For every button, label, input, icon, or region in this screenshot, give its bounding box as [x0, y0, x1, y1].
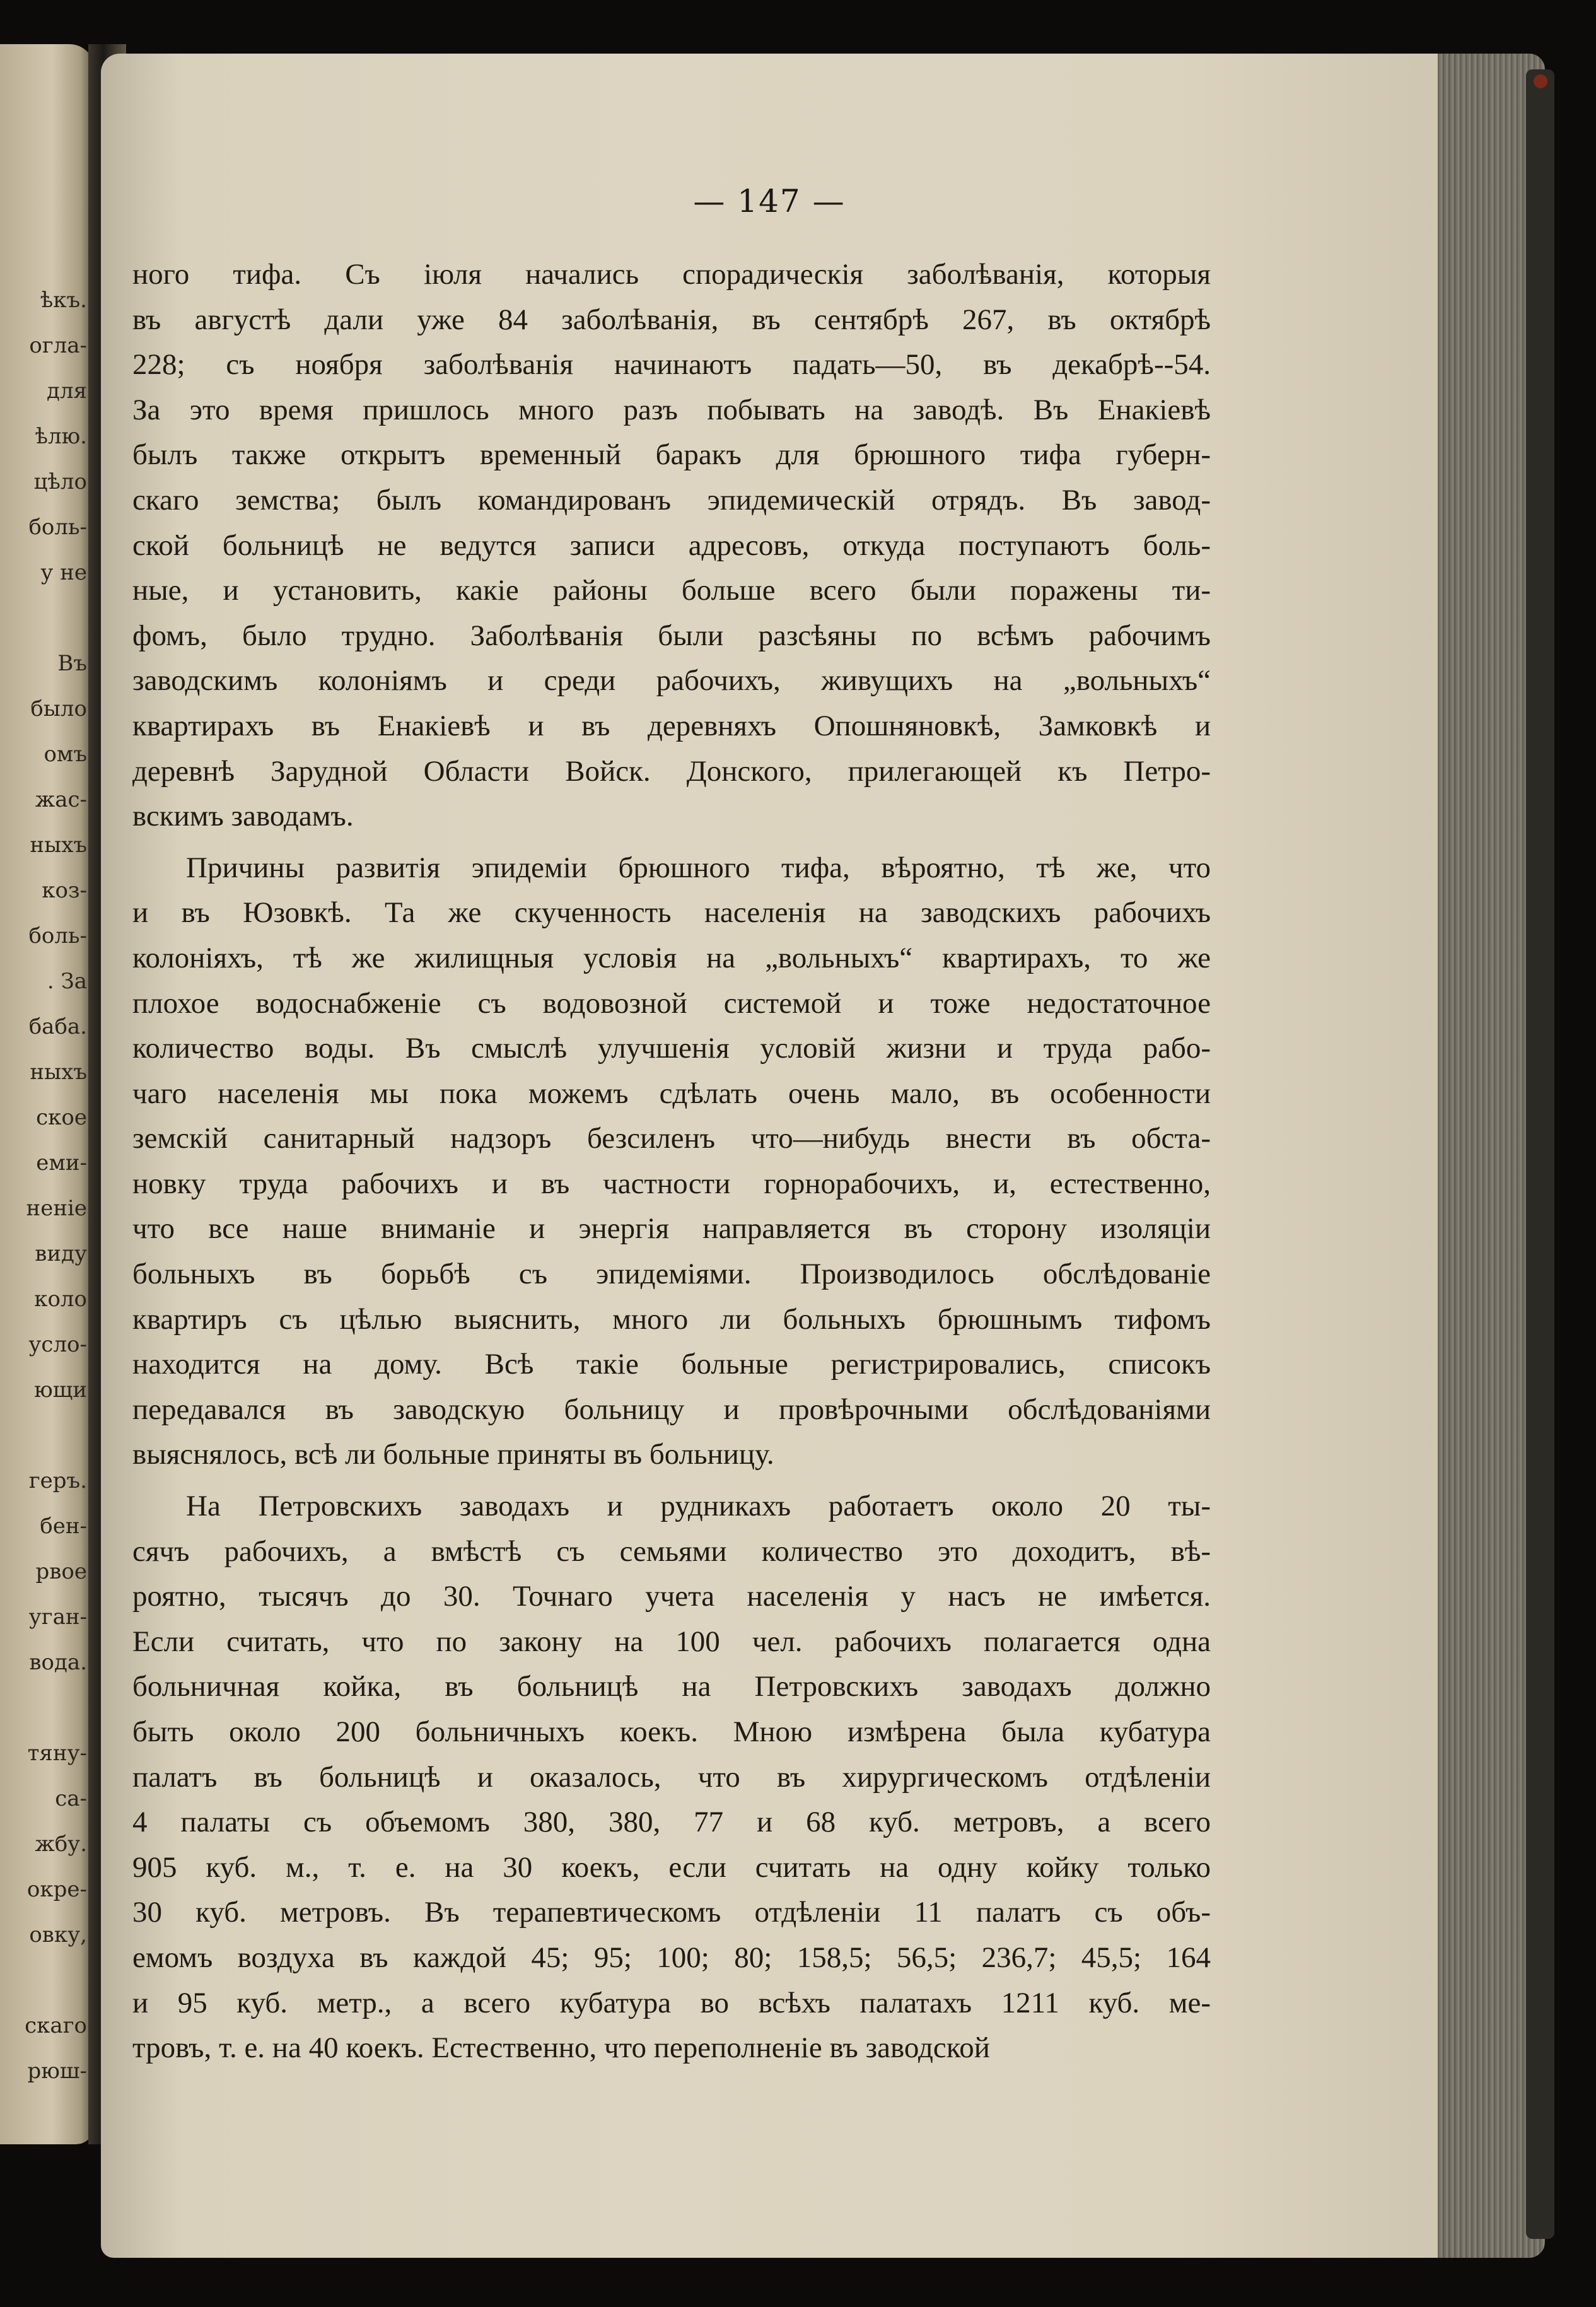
- text-line: находится на дому. Всѣ такіе больные регистрировались, списокъ: [132, 1348, 1211, 1381]
- facing-page-fragment: уган-: [28, 1604, 87, 1630]
- facing-page-fragment: жас-: [35, 787, 87, 812]
- text-line: заводскимъ колоніямъ и среди рабочихъ, живущихъ на „вольныхъ“: [132, 664, 1211, 698]
- facing-page-fragment: Въ: [57, 651, 87, 676]
- paragraph: [132, 846, 1211, 1478]
- text-line: количество воды. Въ смыслѣ улучшенія условій жизни и труда рабо-: [132, 1032, 1211, 1065]
- facing-page-fragment: у не: [40, 560, 87, 585]
- facing-page-fragment: цѣло: [33, 469, 87, 494]
- text-line: 228; съ ноября заболѣванія начинаютъ падать—50, въ декабрѣ--54.: [132, 348, 1211, 382]
- text-line: вскимъ заводамъ.: [132, 800, 354, 833]
- text-line: плохое водоснабженіе съ водовозной системой и тоже недостаточное: [132, 986, 1211, 1020]
- page-number: — 147 —: [693, 183, 846, 219]
- facing-page-fragment: ныхъ: [30, 832, 87, 858]
- text-line: деревнѣ Зарудной Области Войск. Донского, прилегающей къ Петро-: [132, 754, 1211, 788]
- book-cover-edge: [1526, 69, 1554, 2239]
- text-line: ской больницѣ не ведутся записи адресовъ, откуда поступаютъ боль-: [132, 529, 1211, 562]
- text-line: тровъ, т. е. на 40 коекъ. Естественно, что переполненіе въ заводской: [132, 2031, 990, 2065]
- facing-page-fragment: рюш-: [27, 2059, 87, 2084]
- facing-page-fragment: [0, 1413, 87, 1458]
- facing-page-fragment: скаго: [25, 2013, 87, 2038]
- text-line: На Петровскихъ заводахъ и рудникахъ работаетъ около 20 ты-: [186, 1490, 1211, 1523]
- facing-page-fragment: [0, 1685, 87, 1731]
- text-line: фомъ, было трудно. Заболѣванія были разсѣяны по всѣмъ рабочимъ: [132, 619, 1211, 652]
- facing-page-fragment: ющи: [34, 1377, 87, 1403]
- text-line: ного тифа. Съ іюля начались спорадическія заболѣванія, которыя: [132, 258, 1211, 291]
- text-line: ные, и установить, какіе районы больше всего были поражены ти-: [132, 574, 1211, 607]
- facing-page-fragment: рвое: [35, 1559, 87, 1584]
- facing-page-fragment: жбу.: [35, 1831, 87, 1857]
- text-line: 905 куб. м., т. е. на 30 коекъ, если считать на одну койку только: [132, 1850, 1211, 1884]
- facing-page-fragment: [0, 1958, 87, 2003]
- text-line: и въ Юзовкѣ. Та же скученность населенія на заводскихъ рабочихъ: [132, 896, 1211, 930]
- text-line: сячъ рабочихъ, а вмѣстѣ съ семьями количество это доходитъ, вѣ-: [132, 1534, 1211, 1568]
- facing-page-fragment: омъ: [44, 742, 87, 767]
- paragraph-gap: [132, 839, 1211, 846]
- facing-page-fragment: бен-: [40, 1514, 87, 1539]
- text-line: выяснялось, всѣ ли больные приняты въ больницу.: [132, 1438, 774, 1471]
- facing-page-fragment: боль-: [28, 515, 87, 540]
- facing-page-fragment: . За: [47, 969, 87, 994]
- facing-page-fragment: усло-: [28, 1332, 87, 1357]
- facing-page-fragment: ѣкъ.: [40, 288, 87, 313]
- facing-page-fragment: виду: [35, 1241, 87, 1266]
- facing-page-fragment: овку,: [29, 1922, 87, 1948]
- body-text: [132, 252, 1211, 2071]
- facing-page-fragment: вода.: [29, 1650, 87, 1675]
- text-line: 4 палаты съ объемомъ 380, 380, 77 и 68 куб. метровъ, а всего: [132, 1806, 1211, 1839]
- text-line: квартирахъ въ Енакіевѣ и въ деревняхъ Опошняновкѣ, Замковкѣ и: [132, 709, 1211, 742]
- text-line: больничная койка, въ больницѣ на Петровскихъ заводахъ должно: [132, 1670, 1211, 1703]
- facing-page-fragment: окре-: [26, 1877, 87, 1902]
- text-line: емомъ воздуха въ каждой 45; 95; 100; 80; 158,5; 56,5; 236,7; 45,5; 164: [132, 1941, 1211, 1974]
- facing-page-fragment: геръ.: [28, 1468, 87, 1493]
- facing-page-fragment: неніе: [26, 1196, 87, 1221]
- paragraph: [132, 1484, 1211, 2071]
- text-line: больныхъ въ борьбѣ съ эпидеміями. Производилось обслѣдованіе: [132, 1258, 1211, 1291]
- facing-page-fragment: коло: [34, 1287, 87, 1312]
- facing-page-fragment: ныхъ: [30, 1060, 87, 1085]
- text-line: Если считать, что по закону на 100 чел. рабочихъ полагается одна: [132, 1625, 1211, 1658]
- text-line: въ августѣ дали уже 84 заболѣванія, въ сентябрѣ 267, въ октябрѣ: [132, 303, 1211, 336]
- paragraph-gap: [132, 1478, 1211, 1484]
- paragraph: [132, 252, 1211, 839]
- facing-page-fragment: еми-: [36, 1150, 87, 1176]
- facing-page-left: [0, 44, 95, 2144]
- facing-page-fragment: коз-: [42, 878, 87, 903]
- facing-page-fragment: огла-: [29, 333, 87, 358]
- text-line: земскій санитарный надзоръ безсиленъ что—нибудь внести въ обста-: [132, 1122, 1211, 1155]
- facing-page-text-fragments: [0, 277, 87, 2094]
- facing-page-fragment: [0, 595, 87, 641]
- text-line: быть около 200 больничныхъ коекъ. Мною измѣрена была кубатура: [132, 1715, 1211, 1748]
- facing-page-fragment: было: [30, 696, 87, 721]
- text-line: скаго земства; былъ командированъ эпидемическій отрядъ. Въ завод-: [132, 483, 1211, 517]
- facing-page-fragment: для: [47, 378, 87, 404]
- text-line: чаго населенія мы пока можемъ сдѣлать очень мало, въ особенности: [132, 1077, 1211, 1110]
- text-line: 30 куб. метровъ. Въ терапевтическомъ отдѣленіи 11 палатъ съ объ-: [132, 1896, 1211, 1929]
- text-line: палатъ въ больницѣ и оказалось, что въ хирургическомъ отдѣленіи: [132, 1760, 1211, 1794]
- text-line: передавался въ заводскую больницу и провѣрочными обслѣдованіями: [132, 1393, 1211, 1426]
- facing-page-fragment: боль-: [28, 923, 87, 949]
- text-line: колоніяхъ, тѣ же жилищныя условія на „вольныхъ“ квартирахъ, то же: [132, 941, 1211, 974]
- text-line: Причины развитія эпидеміи брюшного тифа, вѣроятно, тѣ же, что: [186, 851, 1211, 884]
- facing-page-fragment: ѣлю.: [35, 424, 87, 449]
- facing-page-fragment: баба.: [28, 1014, 87, 1039]
- facing-page-fragment: тяну-: [27, 1741, 87, 1766]
- text-line: былъ также открытъ временный баракъ для брюшного тифа губерн-: [132, 438, 1211, 472]
- text-line: квартиръ съ цѣлью выяснить, много ли больныхъ брюшнымъ тифомъ: [132, 1302, 1211, 1336]
- text-line: и 95 куб. метр., а всего кубатура во всѣхъ палатахъ 1211 куб. ме-: [132, 1986, 1211, 2019]
- text-line: новку труда рабочихъ и въ частности горнорабочихъ, и, естественно,: [132, 1167, 1211, 1200]
- text-line: За это время пришлось много разъ побывать на заводѣ. Въ Енакіевѣ: [132, 393, 1211, 426]
- text-line: роятно, тысячъ до 30. Точнаго учета населенія у насъ не имѣется.: [132, 1580, 1211, 1613]
- facing-page-fragment: ское: [36, 1105, 87, 1130]
- facing-page-fragment: са-: [55, 1786, 87, 1811]
- stain-spot: [1534, 74, 1547, 88]
- text-line: что все наше вниманіе и энергія направляется въ сторону изоляціи: [132, 1212, 1211, 1246]
